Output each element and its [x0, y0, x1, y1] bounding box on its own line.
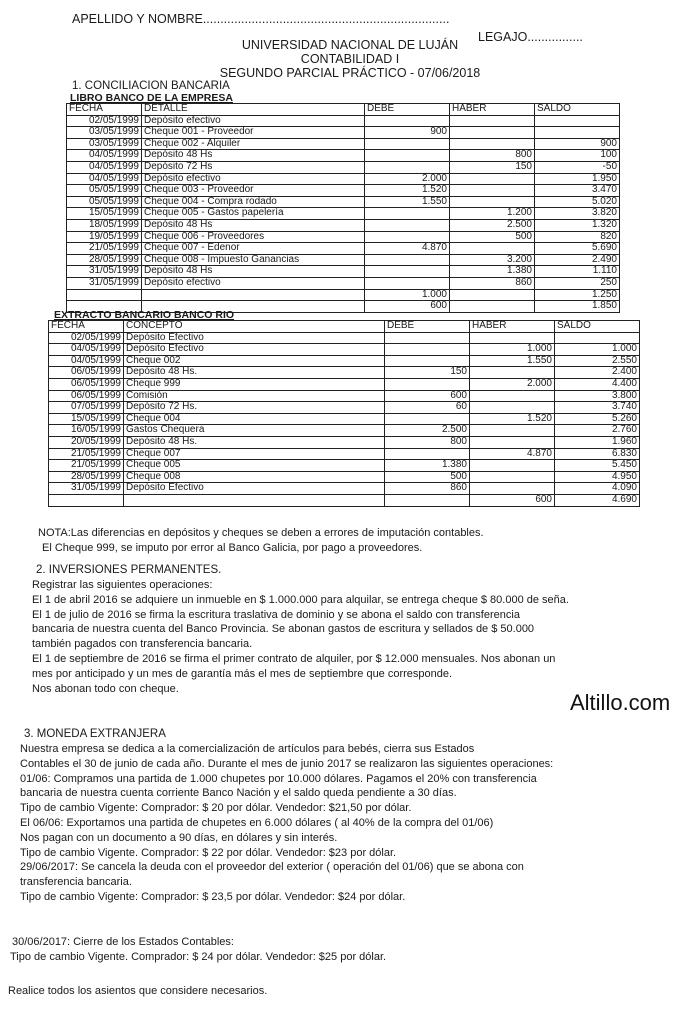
nota-2: El Cheque 999, se imputo por error al Banco Galicia, por pago a proveedores.	[42, 542, 423, 554]
table-cell	[365, 115, 450, 127]
table-row	[67, 161, 620, 173]
table-cell: 860	[450, 277, 535, 289]
col-header: DEBE	[385, 321, 470, 333]
table-cell: Cheque 008 - Impuesto Ganancias	[142, 254, 365, 266]
section3-title: 3. MONEDA EXTRANJERA	[24, 728, 166, 740]
table-row	[49, 448, 640, 460]
table-cell: Cheque 008	[124, 471, 385, 483]
table-row	[67, 231, 620, 243]
table-cell: 1.950	[535, 173, 620, 185]
table-cell: Depósito efectivo	[142, 173, 365, 185]
text-line: también pagados con transferencia bancaria.	[32, 638, 253, 651]
table-cell: 500	[385, 471, 470, 483]
table-row	[49, 494, 640, 506]
table-cell: 16/05/1999	[49, 425, 124, 437]
table-cell: 600	[385, 390, 470, 402]
text-line: El 1 de abril 2016 se adquiere un inmueble en $ 1.000.000 para alquilar, se entrega cheque $ 80.000 de seña.	[32, 593, 569, 606]
table-row	[67, 266, 620, 278]
table-cell: 150	[450, 161, 535, 173]
table-cell: 4.950	[555, 471, 640, 483]
text-line: Nos abonan todo con cheque.	[32, 682, 179, 695]
extracto-title: EXTRACTO BANCARIO BANCO RIO	[54, 309, 235, 321]
col-header: FECHA	[49, 321, 124, 333]
table-cell	[450, 115, 535, 127]
table-cell: 03/05/1999	[67, 138, 142, 150]
table-cell	[470, 436, 555, 448]
table-row	[49, 425, 640, 437]
table-cell: Depósito 48 Hs	[142, 150, 365, 162]
table-cell	[385, 494, 470, 506]
text-line: El 1 de septiembre de 2016 se firma el primer contrato de alquiler, por $ 12.000 mensuales. Nos abonan un	[32, 652, 556, 665]
table-cell	[365, 277, 450, 289]
table-cell: 800	[450, 150, 535, 162]
table-cell: 4.870	[470, 448, 555, 460]
table-cell: 20/05/1999	[49, 436, 124, 448]
university-title: UNIVERSIDAD NACIONAL DE LUJÁN	[241, 38, 459, 52]
table-cell	[124, 494, 385, 506]
libro-title: LIBRO BANCO DE LA EMPRESA	[70, 92, 233, 104]
table-cell: 4.690	[555, 494, 640, 506]
table-cell: Depósito efectivo	[142, 277, 365, 289]
legajo-line: LEGAJO................	[478, 30, 583, 44]
exam-title: SEGUNDO PARCIAL PRÁCTICO - 07/06/2018	[219, 66, 481, 80]
watermark-logo: Altillo.com	[570, 690, 671, 715]
nota-1: NOTA:Las diferencias en depósitos y cheques se deben a errores de imputación contables.	[38, 527, 484, 539]
table-row	[67, 115, 620, 127]
table-cell: 1.250	[535, 289, 620, 301]
table-cell: 3.470	[535, 185, 620, 197]
col-header: DETALLE	[142, 104, 365, 116]
apellido-line: APELLIDO Y NOMBRE.......................................................................	[72, 12, 450, 26]
table-cell	[535, 115, 620, 127]
cierre-line-1: 30/06/2017: Cierre de los Estados Contables:	[12, 936, 234, 948]
col-header: HABER	[450, 104, 535, 116]
table-cell	[365, 161, 450, 173]
table-cell: Depósito 48 Hs	[142, 219, 365, 231]
table-cell: Cheque 002 - Alquiler	[142, 138, 365, 150]
text-line: 29/06/2017: Se cancela la deuda con el proveedor del exterior ( operación del 01/06) que se abona con	[20, 861, 524, 874]
table-cell	[365, 219, 450, 231]
table-cell: 28/05/1999	[67, 254, 142, 266]
table-cell: 1.110	[535, 266, 620, 278]
table-cell: 18/05/1999	[67, 219, 142, 231]
text-line: transferencia bancaria.	[20, 876, 132, 889]
table-cell: 03/05/1999	[67, 127, 142, 139]
table-cell	[450, 301, 535, 313]
col-header: SALDO	[555, 321, 640, 333]
table-cell: 04/05/1999	[67, 150, 142, 162]
table-cell: 600	[365, 301, 450, 313]
table-cell	[470, 471, 555, 483]
text-line: 01/06: Compramos una partida de 1.000 chupetes por 10.000 dólares. Pagamos el 20% con transferencia	[20, 772, 537, 785]
table-cell: 07/05/1999	[49, 402, 124, 414]
table-cell: 4.400	[555, 378, 640, 390]
text-line: mes por anticipado y un mes de garantía más el mes de septiembre que corresponde.	[32, 667, 453, 680]
table-cell	[365, 150, 450, 162]
table-cell: Cheque 007	[124, 448, 385, 460]
table-cell: 6.830	[555, 448, 640, 460]
table-cell: Cheque 004 - Compra rodado	[142, 196, 365, 208]
text-line: Nuestra empresa se dedica a la comercialización de artículos para bebés, cierra sus Estados	[20, 743, 475, 755]
col-header: DEBE	[365, 104, 450, 116]
table-cell: Depósito 72 Hs.	[124, 402, 385, 414]
table-cell	[142, 289, 365, 301]
table-cell: 100	[535, 150, 620, 162]
table-cell: 31/05/1999	[67, 266, 142, 278]
table-row	[49, 390, 640, 402]
table-cell	[385, 378, 470, 390]
table-cell: 04/05/1999	[67, 161, 142, 173]
table-row	[49, 413, 640, 425]
table-cell: Cheque 004	[124, 413, 385, 425]
table-cell: 600	[470, 494, 555, 506]
table-cell: Depósito 48 Hs.	[124, 367, 385, 379]
table-cell: Depósito efectivo	[142, 115, 365, 127]
table-cell: 1.000	[470, 344, 555, 356]
table-cell: 2.760	[555, 425, 640, 437]
table-cell: Depósito Efectivo	[124, 483, 385, 495]
text-line: bancaria de nuestra cuenta corriente Banco Nación y el saldo queda pendiente a 30 días.	[20, 787, 457, 800]
table-cell: 2.000	[365, 173, 450, 185]
table-cell: 06/05/1999	[49, 390, 124, 402]
table-cell	[385, 448, 470, 460]
table-row	[67, 196, 620, 208]
cierre-line-2: Tipo de cambio Vigente. Comprador: $ 24 por dólar. Vendedor: $25 por dólar.	[10, 951, 387, 963]
table-row	[67, 289, 620, 301]
table-cell: Depósito 48 Hs.	[124, 436, 385, 448]
libro-banco-table	[66, 103, 620, 313]
table-row	[49, 483, 640, 495]
table-cell: 05/05/1999	[67, 196, 142, 208]
table-row	[49, 436, 640, 448]
table-cell: 1.380	[385, 460, 470, 472]
table-row	[67, 173, 620, 185]
table-cell: 5.020	[535, 196, 620, 208]
table-row	[67, 138, 620, 150]
table-cell: 28/05/1999	[49, 471, 124, 483]
table-cell: 800	[385, 436, 470, 448]
extracto-bancario-table	[48, 320, 640, 507]
text-line: Tipo de cambio Vigente: Comprador: $ 20 por dólar. Vendedor: $21,50 por dólar.	[20, 802, 412, 815]
table-cell: -50	[535, 161, 620, 173]
table-cell: 1.000	[555, 344, 640, 356]
col-header: HABER	[470, 321, 555, 333]
table-cell: 150	[385, 367, 470, 379]
table-cell: 21/05/1999	[67, 243, 142, 255]
table-cell	[470, 332, 555, 344]
table-cell	[385, 413, 470, 425]
table-cell: 500	[450, 231, 535, 243]
table-cell: 3.200	[450, 254, 535, 266]
table-cell	[470, 367, 555, 379]
table-cell: 02/05/1999	[67, 115, 142, 127]
table-cell: 3.800	[555, 390, 640, 402]
table-cell: 05/05/1999	[67, 185, 142, 197]
table-cell: 60	[385, 402, 470, 414]
table-cell: Cheque 005 - Gastos papelería	[142, 208, 365, 220]
table-cell	[385, 344, 470, 356]
table-cell: Cheque 007 - Edenor	[142, 243, 365, 255]
table-cell	[49, 494, 124, 506]
table-cell	[365, 138, 450, 150]
table-row	[49, 344, 640, 356]
table-cell	[450, 173, 535, 185]
table-cell: 21/05/1999	[49, 448, 124, 460]
table-row	[67, 219, 620, 231]
text-line: bancaria de nuestra cuenta del Banco Provincia. Se abonan gastos de escritura y sellados de $ 50.000	[32, 623, 535, 636]
table-cell: 1.000	[365, 289, 450, 301]
table-cell: Depósito 48 Hs	[142, 266, 365, 278]
table-cell: 250	[535, 277, 620, 289]
table-cell: Cheque 006 - Proveedores	[142, 231, 365, 243]
text-line: Nos pagan con un documento a 90 días, en dólares y sin interés.	[20, 831, 338, 844]
table-cell	[470, 460, 555, 472]
table-row	[67, 127, 620, 139]
section3-body	[20, 742, 553, 905]
table-cell	[470, 402, 555, 414]
table-cell: 15/05/1999	[67, 208, 142, 220]
table-cell: 06/05/1999	[49, 378, 124, 390]
table-cell: 2.000	[470, 378, 555, 390]
table-cell: 02/05/1999	[49, 332, 124, 344]
table-cell: 2.400	[555, 367, 640, 379]
text-line: El 1 de julio de 2016 se firma la escritura traslativa de dominio y se abona el saldo con transferencia	[32, 608, 520, 621]
table-row	[49, 355, 640, 367]
section1-title: 1. CONCILIACION BANCARIA	[72, 80, 230, 92]
table-cell	[365, 266, 450, 278]
table-cell: 3.820	[535, 208, 620, 220]
final-instruction: Realice todos los asientos que considere necesarios.	[8, 985, 268, 997]
table-header-row	[49, 321, 640, 333]
table-row	[49, 367, 640, 379]
table-cell: 4.870	[365, 243, 450, 255]
table-cell: Cheque 999	[124, 378, 385, 390]
table-cell	[450, 138, 535, 150]
table-row	[67, 277, 620, 289]
table-cell: 1.380	[450, 266, 535, 278]
text-line: Registrar las siguientes operaciones:	[32, 579, 213, 591]
table-cell: 5.260	[555, 413, 640, 425]
table-cell	[450, 196, 535, 208]
table-cell: 2.490	[535, 254, 620, 266]
table-row	[49, 378, 640, 390]
table-cell: 1.200	[450, 208, 535, 220]
table-cell: 3.740	[555, 402, 640, 414]
table-cell: 1.960	[555, 436, 640, 448]
table-cell: 900	[535, 138, 620, 150]
text-line: Contables el 30 de junio de cada año. Durante el mes de junio 2017 se realizaron las siguientes operaciones:	[20, 757, 554, 770]
table-row	[49, 332, 640, 344]
col-header: CONCEPTO	[124, 321, 385, 333]
table-cell	[450, 243, 535, 255]
table-row	[67, 185, 620, 197]
table-cell	[385, 355, 470, 367]
text-line: Tipo de cambio Vigente. Comprador: $ 22 por dólar. Vendedor: $23 por dólar.	[20, 846, 397, 859]
table-cell: 1.850	[535, 301, 620, 313]
table-cell: 1.550	[365, 196, 450, 208]
table-cell	[535, 127, 620, 139]
table-cell	[450, 127, 535, 139]
table-cell: 820	[535, 231, 620, 243]
table-header-row	[67, 104, 620, 116]
table-row	[49, 471, 640, 483]
table-cell: 04/05/1999	[49, 355, 124, 367]
table-cell: 2.500	[450, 219, 535, 231]
table-cell: 04/05/1999	[67, 173, 142, 185]
table-cell: 2.550	[555, 355, 640, 367]
table-row	[67, 254, 620, 266]
table-cell: 1.520	[470, 413, 555, 425]
table-cell	[365, 254, 450, 266]
table-cell: 21/05/1999	[49, 460, 124, 472]
table-cell	[555, 332, 640, 344]
table-cell: Cheque 001 - Proveedor	[142, 127, 365, 139]
table-row	[67, 150, 620, 162]
table-cell: Cheque 005	[124, 460, 385, 472]
table-cell: Cheque 003 - Proveedor	[142, 185, 365, 197]
table-cell	[67, 289, 142, 301]
table-cell: 1.320	[535, 219, 620, 231]
table-cell: 5.450	[555, 460, 640, 472]
table-row	[67, 243, 620, 255]
table-cell	[385, 332, 470, 344]
table-cell: Depósito Efectivo	[124, 344, 385, 356]
table-cell: 900	[365, 127, 450, 139]
table-cell	[470, 390, 555, 402]
table-cell	[365, 231, 450, 243]
table-cell: 4.090	[555, 483, 640, 495]
table-cell: Gastos Chequera	[124, 425, 385, 437]
section2-body	[32, 578, 569, 696]
table-cell: 1.520	[365, 185, 450, 197]
table-cell: 04/05/1999	[49, 344, 124, 356]
table-row	[49, 402, 640, 414]
col-header: SALDO	[535, 104, 620, 116]
table-cell: 31/05/1999	[67, 277, 142, 289]
table-cell: 06/05/1999	[49, 367, 124, 379]
table-cell	[450, 185, 535, 197]
table-cell: 860	[385, 483, 470, 495]
table-row	[49, 460, 640, 472]
table-cell	[470, 483, 555, 495]
table-cell: Depósito Efectivo	[124, 332, 385, 344]
table-cell	[470, 425, 555, 437]
table-cell: 1.550	[470, 355, 555, 367]
table-row	[67, 208, 620, 220]
table-cell: 5.690	[535, 243, 620, 255]
text-line: El 06/06: Exportamos una partida de chupetes en 6.000 dólares ( al 40% de la compra del 01/06)	[20, 816, 494, 829]
text-line: Tipo de cambio Vigente: Comprador: $ 23,5 por dólar. Vendedor: $24 por dólar.	[20, 890, 406, 903]
table-cell: Comisión	[124, 390, 385, 402]
table-cell: 2.500	[385, 425, 470, 437]
table-cell: 15/05/1999	[49, 413, 124, 425]
table-cell	[365, 208, 450, 220]
course-title: CONTABILIDAD I	[300, 52, 400, 66]
table-cell: 19/05/1999	[67, 231, 142, 243]
table-cell	[450, 289, 535, 301]
table-cell: Depósito 72 Hs	[142, 161, 365, 173]
table-cell: 31/05/1999	[49, 483, 124, 495]
col-header: FECHA	[67, 104, 142, 116]
table-cell: Cheque 002	[124, 355, 385, 367]
section2-title: 2. INVERSIONES PERMANENTES.	[36, 564, 222, 576]
